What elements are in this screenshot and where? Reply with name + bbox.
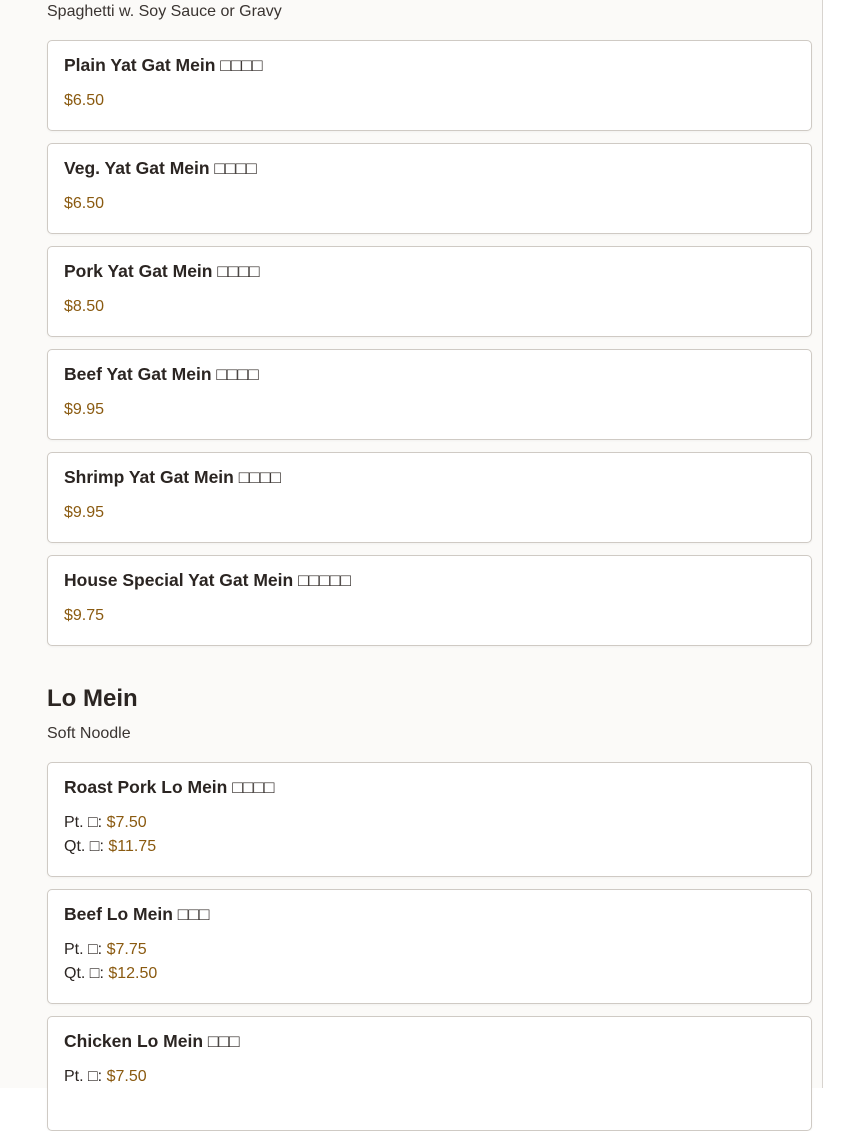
pint-price-line [64,941,147,959]
quart-price-line [64,965,157,983]
menu-item-price: $6.50 [64,195,105,212]
menu-item-price: $9.95 [64,401,105,418]
quart-price-line [64,838,156,856]
menu-item-card[interactable] [47,40,812,131]
menu-item-name: Veg. Yat Gat Mein □□□□ [64,158,257,178]
menu-item-name: Roast Pork Lo Mein □□□□ [64,777,275,797]
quart-label: Qt. □: [64,838,104,855]
menu-item-price: $8.50 [64,298,105,315]
pint-label: Pt. □: [64,941,103,958]
quart-price: $11.75 [108,838,157,855]
menu-item-price: $9.95 [64,504,105,521]
quart-label: Qt. □: [64,965,104,982]
menu-item-card[interactable] [47,452,812,543]
lo-mein-section-title: Lo Mein [47,685,138,712]
pint-label: Pt. □: [64,1068,103,1085]
menu-item-price: $9.75 [64,607,105,624]
menu-item-card[interactable] [47,349,812,440]
menu-item-card[interactable] [47,1016,812,1131]
menu-item-name: Plain Yat Gat Mein □□□□ [64,55,263,75]
pint-price: $7.50 [106,1068,147,1085]
menu-item-card[interactable] [47,889,812,1004]
menu-item-card[interactable] [47,246,812,337]
menu-item-card[interactable] [47,762,812,877]
pint-price: $7.50 [106,814,147,831]
pint-price-line [64,814,147,832]
yat-gat-mein-description: Spaghetti w. Soy Sauce or Gravy [47,3,282,20]
menu-item-price: $6.50 [64,92,105,109]
menu-item-name: Beef Lo Mein □□□ [64,904,210,924]
lo-mein-description: Soft Noodle [47,725,131,742]
menu-item-name: Beef Yat Gat Mein □□□□ [64,364,259,384]
menu-item-card[interactable] [47,143,812,234]
menu-item-name: House Special Yat Gat Mein □□□□□ [64,570,351,590]
quart-price: $12.50 [108,965,158,982]
menu-item-name: Chicken Lo Mein □□□ [64,1031,240,1051]
menu-item-name: Pork Yat Gat Mein □□□□ [64,261,260,281]
menu-item-name: Shrimp Yat Gat Mein □□□□ [64,467,281,487]
menu-item-card[interactable] [47,555,812,646]
pint-label: Pt. □: [64,814,103,831]
pint-price: $7.75 [106,941,147,958]
pint-price-line [64,1068,147,1086]
